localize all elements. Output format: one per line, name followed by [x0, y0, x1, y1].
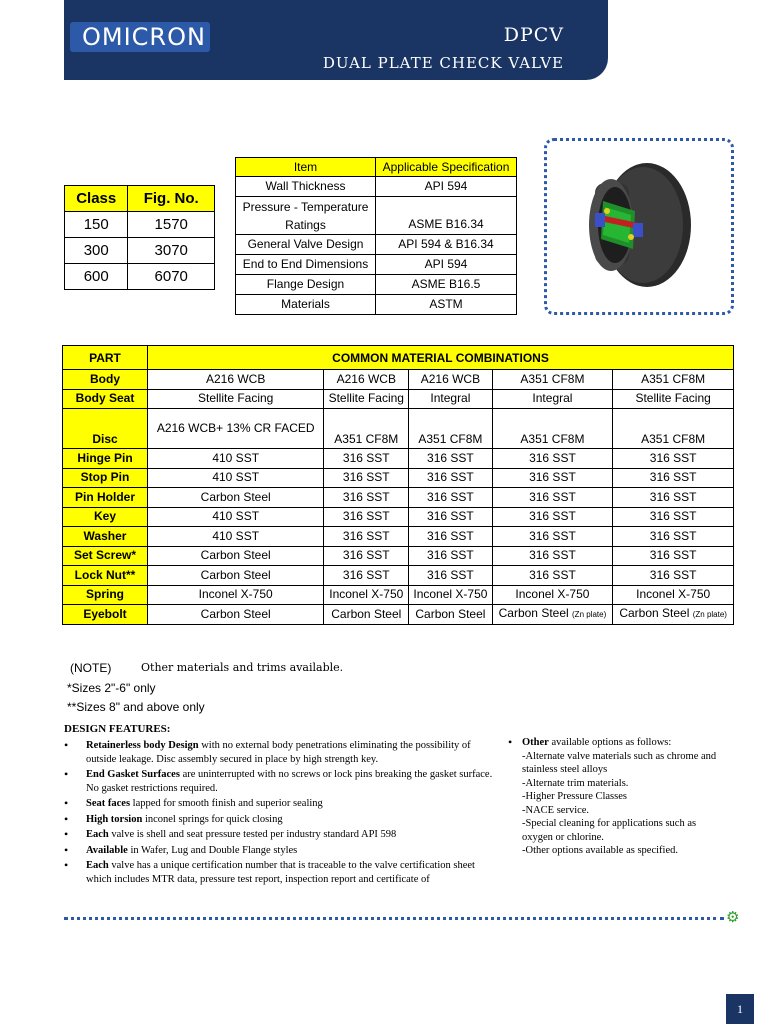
material-cell: A351 CF8M: [613, 409, 734, 449]
table-row: [63, 507, 734, 527]
material-cell: 316 SST: [324, 449, 409, 469]
material-cell: Carbon Steel (Zn plate): [492, 605, 613, 625]
table-row: [63, 546, 734, 566]
class-cell: 150: [65, 212, 128, 238]
material-cell: 316 SST: [613, 449, 734, 469]
list-item: • High torsion inconel springs for quick closing: [64, 813, 494, 827]
list-item: • Retainerless body Design with no external body penetrations eliminating the possibility of outside leakage. Disc assembly secured in place by high strength key.: [64, 739, 494, 766]
table-row: [63, 389, 734, 409]
item-cell: Materials: [236, 295, 376, 315]
table-row: [236, 295, 517, 315]
material-cell: 316 SST: [324, 488, 409, 508]
note-text: Other materials and trims available.: [141, 661, 344, 674]
product-code: DPCV: [503, 24, 564, 46]
item-cell: Pressure - Temperature Ratings: [236, 197, 376, 235]
other-options-heading: • Other available options as follows:: [508, 736, 728, 750]
material-cell: Integral: [409, 389, 492, 409]
material-cell: A351 CF8M: [492, 409, 613, 449]
material-cell: 316 SST: [324, 468, 409, 488]
material-cell: Inconel X-750: [409, 585, 492, 605]
gear-icon: ⚙: [726, 909, 740, 926]
material-cell: 316 SST: [492, 507, 613, 527]
part-cell: Disc: [63, 409, 148, 449]
material-cell: Integral: [492, 389, 613, 409]
material-cell: 316 SST: [409, 488, 492, 508]
note-label: (NOTE): [70, 661, 112, 675]
material-cell: 316 SST: [409, 468, 492, 488]
material-cell: 316 SST: [409, 449, 492, 469]
table-row: [63, 566, 734, 586]
spec-cell: ASTM: [376, 295, 517, 315]
material-cell: Stellite Facing: [613, 389, 734, 409]
part-cell: Spring: [63, 585, 148, 605]
list-item: -Alternate trim materials.: [522, 777, 629, 789]
note-sizes-small: *Sizes 2"-6" only: [67, 681, 156, 695]
table-row: [236, 177, 517, 197]
spec-cell: ASME B16.34: [376, 197, 517, 235]
part-cell: Set Screw*: [63, 546, 148, 566]
table-row: [63, 370, 734, 390]
table-row: [63, 468, 734, 488]
list-item: -NACE service.: [522, 804, 590, 816]
material-cell: A216 WCB: [409, 370, 492, 390]
table-row: [63, 409, 734, 449]
material-cell: Stellite Facing: [324, 389, 409, 409]
spec-table: [235, 157, 517, 315]
table-row: [236, 235, 517, 255]
other-options: [508, 736, 728, 858]
part-cell: Body Seat: [63, 389, 148, 409]
valve-illustration: [547, 141, 731, 312]
table-row: [63, 527, 734, 547]
footer-divider: [64, 917, 724, 920]
part-cell: Hinge Pin: [63, 449, 148, 469]
material-cell: 316 SST: [492, 546, 613, 566]
spec-cell: ASME B16.5: [376, 275, 517, 295]
material-cell: 410 SST: [148, 527, 324, 547]
material-cell: 316 SST: [492, 527, 613, 547]
spec-cell: API 594: [376, 255, 517, 275]
fig-cell: 3070: [128, 238, 215, 264]
page-number: 1: [726, 994, 754, 1024]
item-cell: End to End Dimensions: [236, 255, 376, 275]
item-header: Item: [236, 158, 376, 177]
material-cell: Carbon Steel: [324, 605, 409, 625]
header-banner: [64, 0, 608, 80]
material-cell: 316 SST: [492, 449, 613, 469]
class-cell: 600: [65, 264, 128, 290]
material-table: [62, 345, 734, 625]
material-cell: Inconel X-750: [492, 585, 613, 605]
part-cell: Stop Pin: [63, 468, 148, 488]
material-cell: 316 SST: [492, 566, 613, 586]
list-item: • Each valve has a unique certification number that is traceable to the valve certification sheet which includes MTR data, pressure test report, inspection report and certificate of: [64, 859, 494, 886]
material-cell: 316 SST: [324, 527, 409, 547]
material-cell: 316 SST: [613, 546, 734, 566]
company-logo: [70, 22, 210, 52]
table-row: [63, 585, 734, 605]
material-cell: A351 CF8M: [492, 370, 613, 390]
item-cell: General Valve Design: [236, 235, 376, 255]
table-row: [63, 449, 734, 469]
material-cell: A216 WCB+ 13% CR FACED: [148, 409, 324, 449]
material-cell: 316 SST: [324, 546, 409, 566]
list-item: -Higher Pressure Classes: [522, 791, 627, 802]
spec-header: Applicable Specification: [376, 158, 517, 177]
list-item: -Alternate valve materials such as chrome and stainless steel alloys: [522, 750, 717, 775]
zn-plate-note: (Zn plate): [572, 610, 607, 620]
part-cell: Body: [63, 370, 148, 390]
material-cell: 316 SST: [613, 527, 734, 547]
material-cell: 316 SST: [613, 488, 734, 508]
material-cell: 316 SST: [324, 566, 409, 586]
part-cell: Key: [63, 507, 148, 527]
material-cell: 316 SST: [409, 507, 492, 527]
list-item: • End Gasket Surfaces are uninterrupted with no screws or lock pins breaking the gasket surface. No gasket restrictions required.: [64, 768, 494, 795]
material-cell: Carbon Steel: [148, 546, 324, 566]
item-cell: Wall Thickness: [236, 177, 376, 197]
list-item: • Each valve is shell and seat pressure tested per industry standard API 598: [64, 828, 494, 842]
table-row: [65, 264, 215, 290]
note-sizes-large: **Sizes 8" and above only: [67, 700, 205, 714]
list-item: -Other options available as specified.: [522, 845, 678, 856]
table-row: [236, 197, 517, 235]
material-cell: 410 SST: [148, 507, 324, 527]
class-cell: 300: [65, 238, 128, 264]
material-cell: Inconel X-750: [324, 585, 409, 605]
material-cell: Stellite Facing: [148, 389, 324, 409]
material-cell: Inconel X-750: [148, 585, 324, 605]
material-cell: Carbon Steel: [148, 488, 324, 508]
part-cell: Pin Holder: [63, 488, 148, 508]
zn-plate-note: (Zn plate): [692, 610, 727, 620]
combinations-header: COMMON MATERIAL COMBINATIONS: [148, 346, 734, 370]
fig-header: Fig. No.: [128, 186, 215, 212]
logo-text: OMICRON: [82, 23, 206, 51]
item-cell: Flange Design: [236, 275, 376, 295]
material-cell: A351 CF8M: [613, 370, 734, 390]
part-cell: Lock Nut**: [63, 566, 148, 586]
material-cell: 410 SST: [148, 468, 324, 488]
material-cell: A351 CF8M: [324, 409, 409, 449]
design-features-list: [64, 739, 494, 888]
valve-image-frame: [544, 138, 734, 315]
material-cell: A216 WCB: [148, 370, 324, 390]
material-cell: 316 SST: [492, 488, 613, 508]
fig-cell: 6070: [128, 264, 215, 290]
spec-cell: API 594: [376, 177, 517, 197]
table-row: [236, 275, 517, 295]
material-cell: 316 SST: [409, 527, 492, 547]
table-row: [63, 605, 734, 625]
list-item: • Seat faces lapped for smooth finish and superior sealing: [64, 797, 494, 811]
material-cell: Inconel X-750: [613, 585, 734, 605]
material-cell: 316 SST: [613, 566, 734, 586]
table-row: [63, 488, 734, 508]
product-name: DUAL PLATE CHECK VALVE: [322, 54, 564, 72]
material-cell: Carbon Steel: [409, 605, 492, 625]
material-cell: 316 SST: [613, 468, 734, 488]
material-cell: Carbon Steel: [148, 566, 324, 586]
list-item: -Special cleaning for applications such as oxygen or chlorine.: [522, 818, 697, 843]
part-cell: Washer: [63, 527, 148, 547]
design-features-title: DESIGN FEATURES:: [64, 723, 171, 735]
material-cell: 316 SST: [492, 468, 613, 488]
table-row: [65, 212, 215, 238]
material-cell: 316 SST: [613, 507, 734, 527]
class-header: Class: [65, 186, 128, 212]
material-cell: 410 SST: [148, 449, 324, 469]
table-row: [236, 255, 517, 275]
material-cell: 316 SST: [409, 546, 492, 566]
material-cell: Carbon Steel: [148, 605, 324, 625]
material-cell: 316 SST: [324, 507, 409, 527]
list-item: • Available in Wafer, Lug and Double Flange styles: [64, 844, 494, 858]
part-cell: Eyebolt: [63, 605, 148, 625]
material-cell: A351 CF8M: [409, 409, 492, 449]
spec-cell: API 594 & B16.34: [376, 235, 517, 255]
part-header: PART: [63, 346, 148, 370]
material-cell: A216 WCB: [324, 370, 409, 390]
fig-cell: 1570: [128, 212, 215, 238]
material-cell: 316 SST: [409, 566, 492, 586]
table-row: [65, 238, 215, 264]
material-cell: Carbon Steel (Zn plate): [613, 605, 734, 625]
class-table: [64, 185, 215, 290]
